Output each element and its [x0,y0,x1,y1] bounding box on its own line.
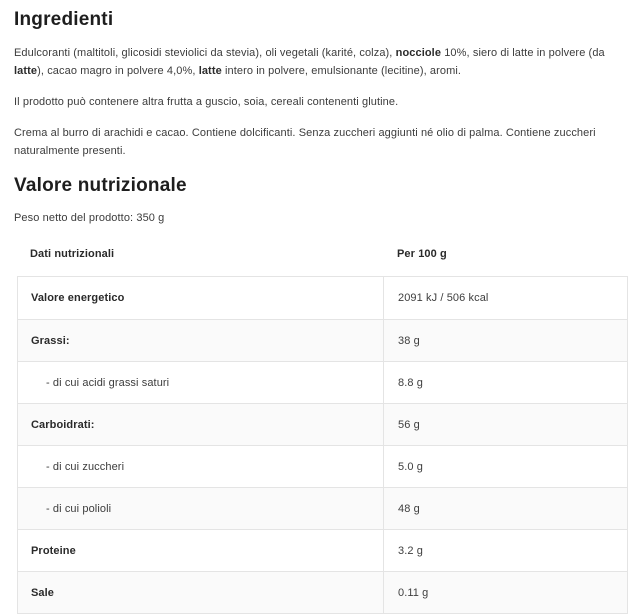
text-segment-bold: latte [14,65,38,77]
row-label: Sale [31,586,55,599]
header-value: Per 100 g [397,248,447,260]
row-label: - di cui zuccheri [46,460,125,473]
ingredients-paragraph [14,44,620,80]
row-value: 0.11 g [398,586,429,599]
table-row [18,277,627,319]
row-value: 5.0 g [398,460,423,473]
row-label: - di cui polioli [46,502,112,515]
nutrition-title: Valore nutrizionale [14,175,187,196]
product-description: Crema al burro di arachidi e cacao. Contiene dolcificanti. Senza zuccheri aggiunti né olio di palma. Contiene zuccheri naturalmente presenti. [14,127,596,157]
table-row [18,487,627,529]
row-label: Proteine [31,544,76,557]
table-row [18,403,627,445]
table-row [18,529,627,571]
text-segment-bold: nocciole [395,47,442,59]
row-label: - di cui acidi grassi saturi [46,376,170,389]
table-row [18,319,627,361]
text-segment: Edulcoranti (maltitoli, glicosidi steviolici da stevia), oli vegetali (karité, colza), [14,47,396,59]
table-row [18,571,627,613]
table-row [18,445,627,487]
row-label: Carboidrati: [31,418,95,431]
nutrition-table-header [17,248,628,260]
text-segment: intero in polvere, emulsionante (lecitine), aromi. [221,65,462,77]
text-segment-bold: latte [198,65,222,77]
text-segment: 10%, siero di latte in polvere (da [441,47,605,59]
net-weight-text: Peso netto del prodotto: 350 g [14,212,165,224]
row-value: 56 g [398,418,420,431]
row-label: Valore energetico [31,292,125,304]
nutrition-table [17,276,628,614]
table-row [18,361,627,403]
header-label: Dati nutrizionali [30,248,115,260]
row-value: 48 g [398,502,420,515]
row-value: 38 g [398,334,420,347]
text-segment: ), cacao magro in polvere 4,0%, [37,65,199,77]
ingredients-title: Ingredienti [14,9,114,30]
row-value: 3.2 g [398,544,423,557]
row-value: 8.8 g [398,376,423,389]
row-value: 2091 kJ / 506 kcal [398,292,489,304]
row-label: Grassi: [31,334,70,347]
allergen-note: Il prodotto può contenere altra frutta a guscio, soia, cereali contenenti glutine. [14,96,399,108]
